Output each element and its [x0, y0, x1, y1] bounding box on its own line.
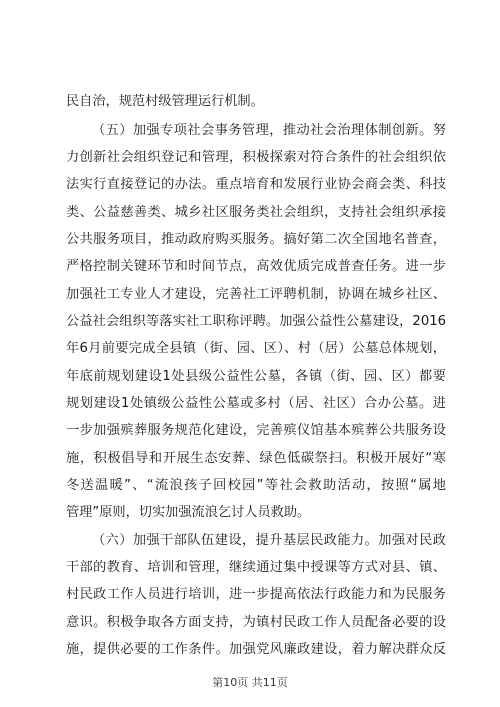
text-line: 法实行直接登记的办法。重点培育和发展行业协会商会类、科技 [66, 177, 446, 192]
text-line: 公益社会组织等落实社工职称评聘。加强公益性公墓建设，2016 [66, 314, 446, 329]
text-line: 加强社工专业人才建设，完善社工评聘机制，协调在城乡社区、 [66, 287, 446, 302]
text-line: 村民政工作人员进行培训，进一步提高依法行政能力和为民服务 [66, 587, 446, 602]
text-line: 干部的教育、培训和管理，继续通过集中授课等方式对县、镇、 [66, 560, 446, 575]
text-line: 类、公益慈善类、城乡社区服务类社会组织，支持社会组织承接 [66, 205, 446, 220]
text-line: 民自治，规范村级管理运行机制。 [66, 94, 264, 109]
text-line: 意识。积极争取各方面支持，为镇村民政工作人员配备必要的设 [66, 615, 446, 630]
text-line: 管理”原则，切实加强流浪乞讨人员救助。 [66, 505, 311, 520]
text-line: 施，提供必要的工作条件。加强党风廉政建设，着力解决群众反 [66, 642, 446, 657]
text-line: 力创新社会组织登记和管理，积极探索对符合条件的社会组织依 [66, 150, 446, 165]
text-line: 年6月前要完成全县镇（街、园、区）、村（居）公墓总体规划， [66, 341, 446, 356]
text-line: 年底前规划建设1处县级公益性公墓，各镇（街、园、区）都要 [66, 369, 446, 384]
page-footer: 第10页 共11页 [212, 676, 288, 689]
text-line: 冬送温暖”、“流浪孩子回校园”等社会救助活动，按照“属地 [66, 478, 446, 493]
text-line: （六）加强干部队伍建设，提升基层民政能力。加强对民政 [92, 533, 446, 548]
text-line: 施，积极倡导和开展生态安葬、绿色低碳祭扫。积极开展好“寒 [66, 451, 446, 466]
text-line: 一步加强殡葬服务规范化建设，完善殡仪馆基本殡葬公共服务设 [66, 423, 446, 438]
text-line: （五）加强专项社会事务管理，推动社会治理体制创新。努 [92, 123, 446, 138]
text-line: 规划建设1处镇级公益性公墓或多村（居、社区）合办公墓。进 [66, 396, 446, 411]
text-line: 严格控制关键环节和时间节点，高效优质完成普查任务。进一步 [66, 259, 446, 274]
text-line: 公共服务项目，推动政府购买服务。搞好第二次全国地名普查， [66, 232, 446, 247]
